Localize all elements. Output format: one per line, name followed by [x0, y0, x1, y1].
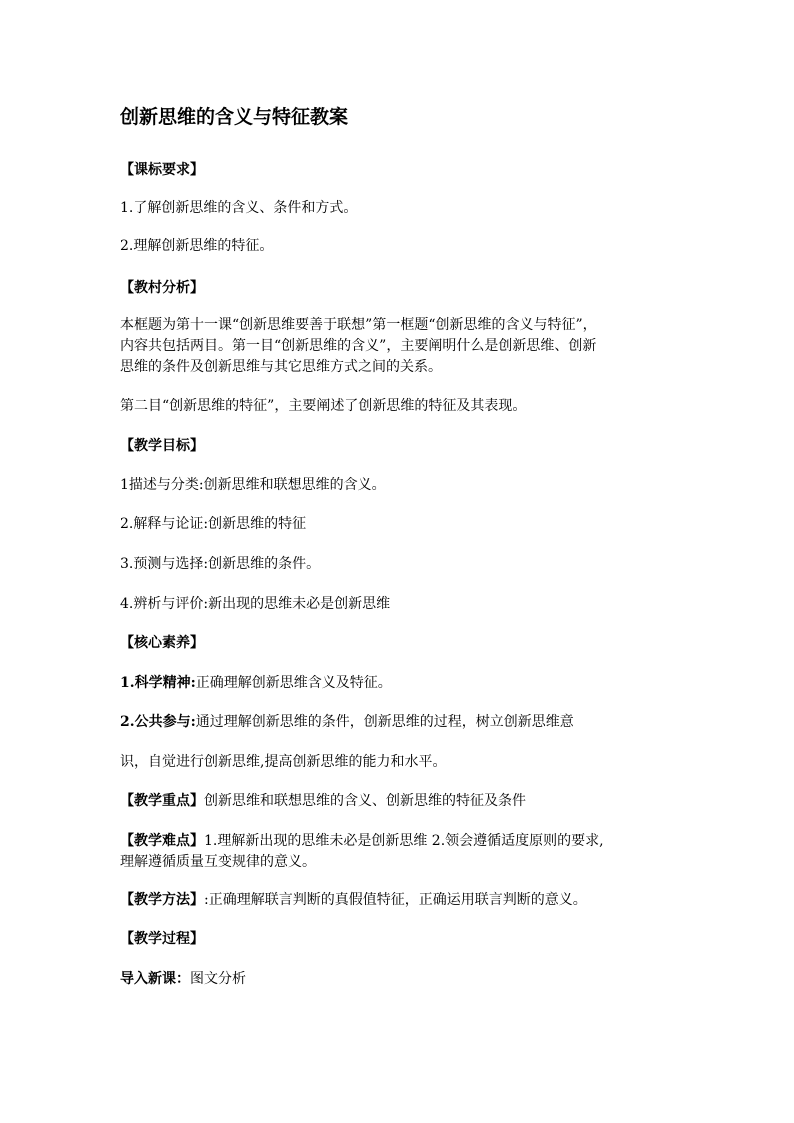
difficulties-label: 【教学难点】 — [120, 833, 204, 849]
key-points-text: 创新思维和联想思维的含义、创新思维的特征及条件 — [204, 793, 526, 809]
section-heading-analysis: 【教村分析】 — [120, 280, 204, 296]
intro-text: 图文分析 — [190, 971, 246, 987]
paragraph-line: 理解遵循质量互变规律的意义。 — [120, 854, 316, 870]
key-points — [120, 791, 680, 811]
methods-text: :正确理解联言判断的真假值特征，正确运用联言判断的意义。 — [204, 892, 587, 908]
objective-item: 2.解释与论证:创新思维的特征 — [120, 516, 307, 532]
literacy-label: 1.科学精神: — [120, 675, 196, 691]
literacy-text: 通过理解创新思维的条件，创新思维的过程，树立创新思维意 — [195, 714, 574, 730]
difficulties — [120, 831, 680, 851]
section-heading-literacy: 【核心素养】 — [120, 635, 204, 651]
objective-item: 3.预测与选择:创新思维的条件。 — [120, 556, 321, 572]
objective-item: 4.辨析与评价:新出现的思维未必是创新思维 — [120, 596, 391, 612]
key-points-label: 【教学重点】 — [120, 793, 204, 809]
document-title: 创新思维的含义与特征教案 — [120, 106, 349, 128]
section-heading-curriculum: 【课标要求】 — [120, 162, 204, 178]
literacy-item — [120, 712, 680, 732]
literacy-item — [120, 673, 680, 693]
paragraph: 1.了解创新思维的含义、条件和方式。 — [120, 200, 358, 216]
literacy-text: 正确理解创新思维含义及特征。 — [195, 675, 392, 691]
paragraph: 识，自觉进行创新思维,提高创新思维的能力和水平。 — [120, 754, 447, 770]
section-heading-process: 【教学过程】 — [120, 931, 204, 947]
difficulties-text: 1.理解新出现的思维未必是创新思维 2.领会遵循适度原则的要求, — [204, 833, 604, 849]
literacy-label: 2.公共参与: — [120, 714, 196, 730]
objective-item: 1描述与分类:创新思维和联想思维的含义。 — [120, 477, 386, 493]
paragraph: 第二目“创新思维的特征”，主要阐述了创新思维的特征及其表现。 — [120, 398, 527, 414]
methods-label: 【教学方法】 — [120, 892, 204, 908]
paragraph-line: 本框题为第十一课“创新思维要善于联想”第一框题“创新思维的含义与特征”， — [120, 317, 597, 333]
paragraph-line: 思维的条件及创新思维与其它思维方式之间的关系。 — [120, 359, 442, 375]
section-heading-objectives: 【教学目标】 — [120, 438, 204, 454]
paragraph: 2.理解创新思维的特征。 — [120, 238, 274, 254]
paragraph-line: 内容共包括两目。第一目“创新思维的含义”，主要阐明什么是创新思维、创新 — [120, 338, 597, 354]
intro-line — [120, 969, 680, 989]
methods — [120, 890, 680, 910]
intro-label: 导入新课： — [120, 971, 190, 987]
